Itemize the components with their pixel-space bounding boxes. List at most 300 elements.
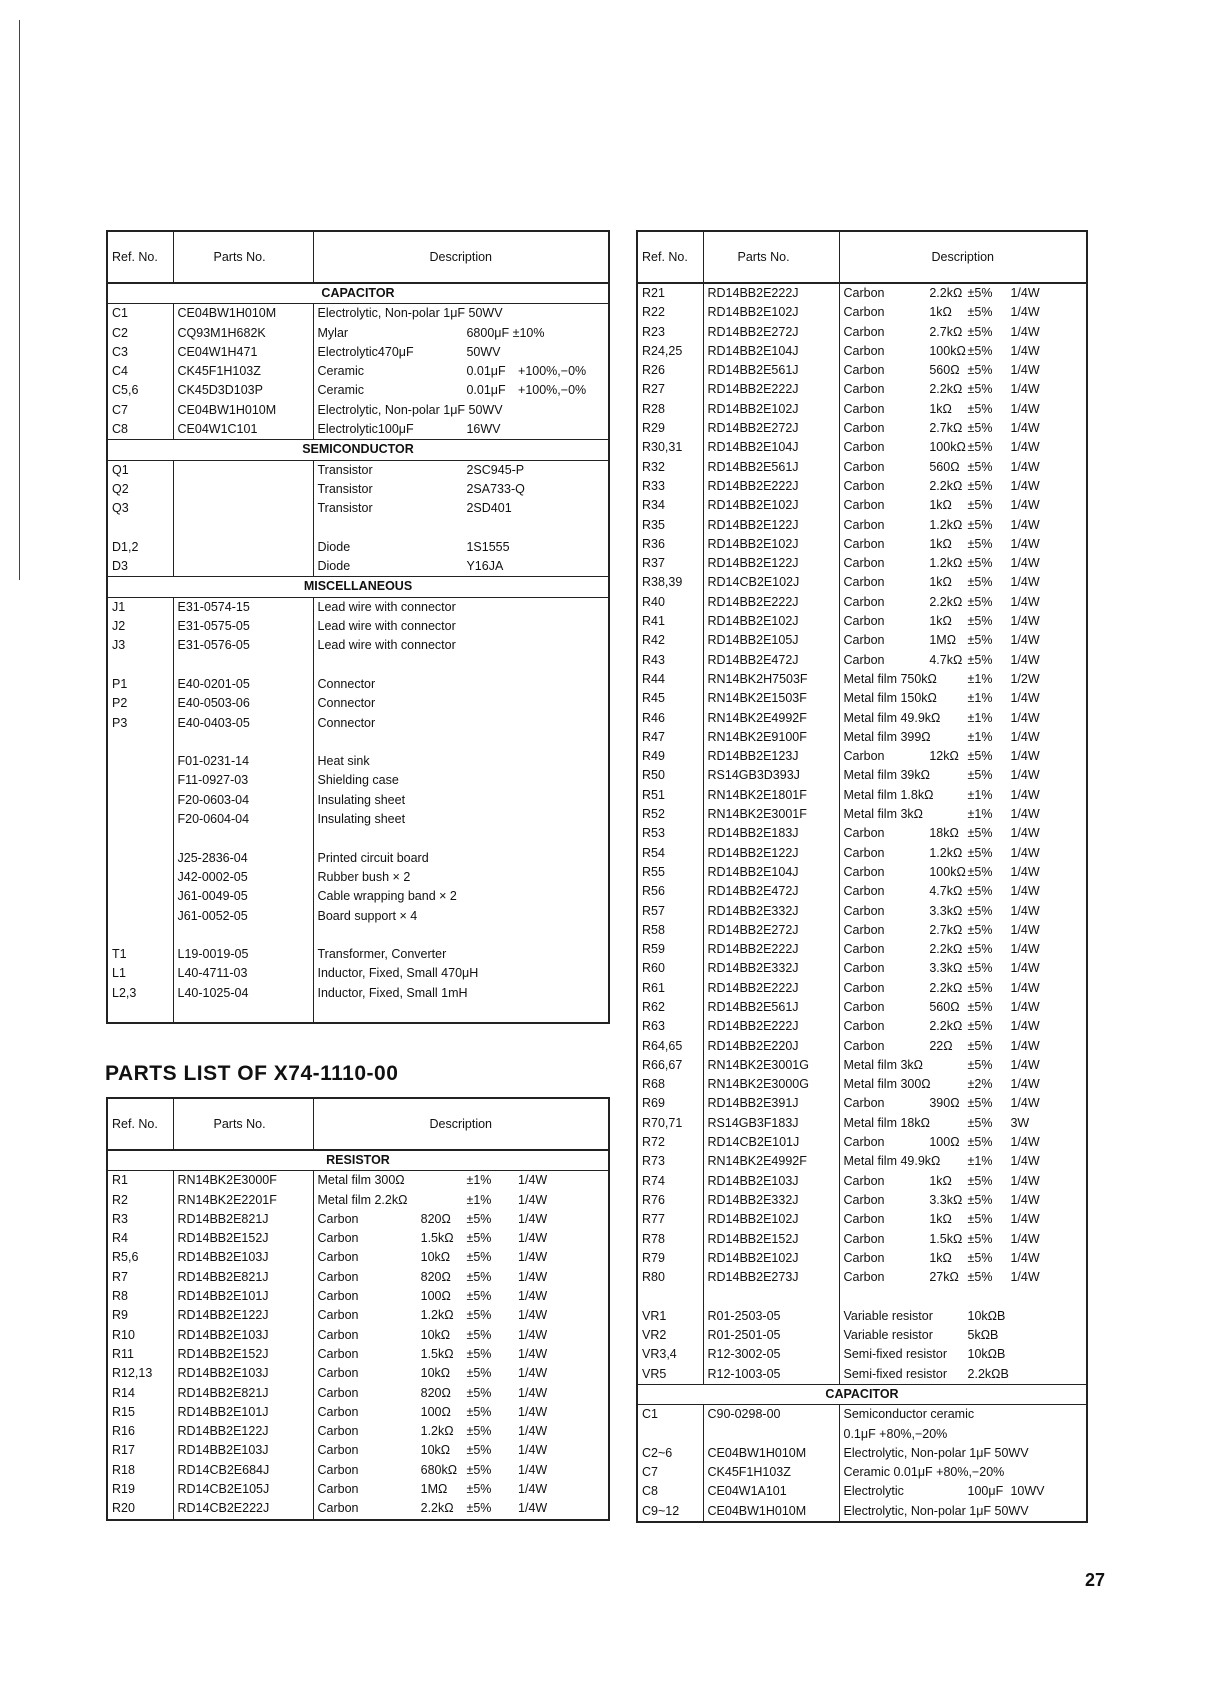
description-field: 1/4W — [518, 1211, 548, 1226]
description-field: Board support × 4 — [317, 908, 418, 923]
description-field: 1/4W — [1010, 710, 1040, 725]
part-no: L40-4711-03 — [173, 964, 313, 983]
table-row — [107, 1171, 609, 1191]
ref-no: R55 — [637, 863, 703, 882]
description-field: 100μF — [967, 1484, 1004, 1499]
description-field: 1/4W — [1010, 324, 1040, 339]
ref-no: R3 — [107, 1210, 173, 1229]
table-row — [107, 1306, 609, 1325]
section-heading-row — [637, 1384, 1087, 1404]
description-field: 1/4W — [1010, 459, 1040, 474]
description-field: 1/4W — [1010, 343, 1040, 358]
ref-no — [107, 849, 173, 868]
part-no: RD14BB2E102J — [703, 400, 839, 419]
table-row — [637, 303, 1087, 322]
description-field: 390Ω — [929, 1096, 960, 1111]
ref-no: R60 — [637, 959, 703, 978]
description-field: 2.2kΩB — [967, 1366, 1009, 1381]
description-field: 2SC945-P — [466, 462, 525, 477]
table-row — [107, 1422, 609, 1441]
description — [839, 1075, 1087, 1094]
description-field: 1/4W — [518, 1501, 548, 1516]
table-row — [637, 998, 1087, 1017]
ref-no: R33 — [637, 477, 703, 496]
part-no: RD14BB2E272J — [703, 323, 839, 342]
description-field: 3W — [1010, 1115, 1030, 1130]
description-field: ±5% — [967, 1173, 993, 1188]
description — [839, 1133, 1087, 1152]
description-field: 12kΩ — [929, 749, 959, 764]
description — [313, 557, 609, 577]
description-field: ±5% — [967, 942, 993, 957]
description — [313, 1403, 609, 1422]
description-field: 1/4W — [518, 1192, 548, 1207]
description — [313, 401, 609, 420]
table-row — [107, 964, 609, 983]
part-no: RD14BB2E273J — [703, 1268, 839, 1287]
part-no: CE04W1C101 — [173, 420, 313, 440]
part-no: R01-2501-05 — [703, 1326, 839, 1345]
description-field: ±5% — [967, 517, 993, 532]
table-row — [637, 882, 1087, 901]
table-header — [107, 1098, 609, 1150]
description-field: Carbon — [317, 1404, 359, 1419]
description-field: Carbon — [843, 594, 885, 609]
description-field: 2.2kΩ — [929, 478, 963, 493]
part-no: RD14BB2E152J — [703, 1230, 839, 1249]
table-row — [637, 1405, 1087, 1425]
description-field: Cable wrapping band × 2 — [317, 889, 457, 904]
description — [839, 863, 1087, 882]
description-field: ±5% — [967, 1096, 993, 1111]
description-field: 2.2kΩ — [929, 286, 963, 300]
description-field: Carbon — [843, 498, 885, 513]
description-field: 1/4W — [1010, 1038, 1040, 1053]
description — [313, 1210, 609, 1229]
description-field: 1/4W — [1010, 980, 1040, 995]
table-row — [107, 984, 609, 1003]
table-row — [637, 1075, 1087, 1094]
part-no: CK45F1H103Z — [703, 1463, 839, 1482]
part-no: RD14BB2E561J — [703, 998, 839, 1017]
description — [313, 1499, 609, 1519]
description — [839, 554, 1087, 573]
part-no: RD14BB2E222J — [703, 593, 839, 612]
description-field: Metal film 399Ω — [843, 729, 931, 744]
description-field: 820Ω — [420, 1211, 451, 1226]
description-field: ±5% — [967, 1057, 993, 1072]
description-field: 1.5kΩ — [420, 1346, 454, 1361]
description — [313, 304, 609, 324]
description — [313, 420, 609, 440]
description-field: ±5% — [967, 382, 993, 397]
description — [313, 597, 609, 617]
description-field: 10kΩ — [420, 1443, 451, 1458]
ref-no: R46 — [637, 709, 703, 728]
part-no: CE04BW1H010M — [703, 1444, 839, 1463]
part-no: F11-0927-03 — [173, 771, 313, 790]
ref-no: R77 — [637, 1210, 703, 1229]
description-field: Carbon — [843, 478, 885, 493]
description — [839, 342, 1087, 361]
description — [839, 361, 1087, 380]
ref-no: C9~12 — [637, 1502, 703, 1522]
ref-no: R27 — [637, 380, 703, 399]
description — [839, 1326, 1087, 1345]
ref-no: R63 — [637, 1017, 703, 1036]
table-row — [107, 791, 609, 810]
ref-no: R78 — [637, 1230, 703, 1249]
description-field: ±5% — [466, 1462, 492, 1477]
table-row — [637, 805, 1087, 824]
ref-no: R49 — [637, 747, 703, 766]
part-no: RD14BB2E123J — [703, 747, 839, 766]
empty-cell — [313, 519, 609, 538]
description-field: ±5% — [967, 1250, 993, 1265]
description-field: 10kΩ — [420, 1250, 451, 1265]
description-field: Carbon — [843, 459, 885, 474]
description-field: Shielding case — [317, 773, 399, 788]
description-field: Carbon — [843, 826, 885, 841]
table-row — [107, 381, 609, 400]
description-field: Carbon — [843, 517, 885, 532]
part-no — [703, 1425, 839, 1444]
description-field: Carbon — [843, 343, 885, 358]
description-field: Carbon — [317, 1346, 359, 1361]
description-field: ±5% — [967, 1212, 993, 1227]
description-field: Connector — [317, 676, 376, 691]
description-field: 1/4W — [1010, 787, 1040, 802]
table-row — [637, 438, 1087, 457]
description-field: 1/4W — [1010, 691, 1040, 706]
description-field: 560Ω — [929, 459, 960, 474]
description-field: Metal film 49.9kΩ — [843, 710, 941, 725]
description-field: 27kΩ — [929, 1270, 959, 1285]
description-field: Transistor — [317, 462, 373, 477]
description-field: 1/4W — [1010, 961, 1040, 976]
description-field: 1/4W — [518, 1269, 548, 1284]
description-field: 0.01μF — [466, 364, 506, 379]
description — [313, 1345, 609, 1364]
part-no: RD14BB2E102J — [703, 535, 839, 554]
table-row — [637, 863, 1087, 882]
description-field: ±5% — [466, 1482, 492, 1497]
ref-no: R43 — [637, 651, 703, 670]
part-no: R01-2503-05 — [703, 1307, 839, 1326]
description-field: 1/4W — [518, 1289, 548, 1304]
description-field: Metal film 3kΩ — [843, 1057, 923, 1072]
description-field: ±5% — [967, 633, 993, 648]
part-no: RN14BK2E2201F — [173, 1191, 313, 1210]
table-row — [637, 1326, 1087, 1345]
description-field: Metal film 150kΩ — [843, 691, 937, 706]
description-field: 1/4W — [518, 1366, 548, 1381]
description-field: 1/4W — [1010, 999, 1040, 1014]
description — [839, 496, 1087, 515]
description-field: Printed circuit board — [317, 850, 429, 865]
ref-no: VR2 — [637, 1326, 703, 1345]
part-no: RD14BB2E122J — [173, 1422, 313, 1441]
description — [313, 343, 609, 362]
table-row — [637, 709, 1087, 728]
description-field: Connector — [317, 696, 376, 711]
description-field: 1/4W — [518, 1404, 548, 1419]
table-row — [107, 1364, 609, 1383]
description — [313, 1441, 609, 1460]
description-field: ±5% — [967, 459, 993, 474]
parts-table-right — [636, 230, 1088, 1523]
table-row — [637, 477, 1087, 496]
table-row — [637, 1056, 1087, 1075]
description-field: 2.7kΩ — [929, 922, 963, 937]
part-no: RD14CB2E101J — [703, 1133, 839, 1152]
description-field: 1MΩ — [929, 633, 957, 648]
part-no: E40-0201-05 — [173, 675, 313, 694]
description-field: 100Ω — [420, 1404, 451, 1419]
table-row — [637, 458, 1087, 477]
part-no: RD14BB2E472J — [703, 651, 839, 670]
description — [313, 887, 609, 906]
description-field: ±5% — [466, 1404, 492, 1419]
table-row — [637, 1345, 1087, 1364]
table-row — [637, 786, 1087, 805]
ref-no: R10 — [107, 1326, 173, 1345]
empty-cell — [637, 1287, 703, 1306]
spacer-row — [107, 829, 609, 848]
table-row — [107, 752, 609, 771]
description-field: 0.01μF — [466, 383, 506, 398]
description-field: 18kΩ — [929, 826, 959, 841]
description-field: 1/4W — [1010, 421, 1040, 436]
part-no: CQ93M1H682K — [173, 324, 313, 343]
description — [839, 419, 1087, 438]
table-row — [637, 940, 1087, 959]
empty-cell — [173, 926, 313, 945]
description-field: ±1% — [967, 691, 993, 706]
description-field: 1kΩ — [929, 401, 952, 416]
ref-no: R58 — [637, 921, 703, 940]
description-field: 1/4W — [1010, 768, 1040, 783]
part-no: RD14BB2E391J — [703, 1094, 839, 1113]
description-field: ±5% — [466, 1424, 492, 1439]
description — [313, 1364, 609, 1383]
description-field: 1/4W — [518, 1385, 548, 1400]
description-field: 1/4W — [1010, 614, 1040, 629]
table-row — [107, 714, 609, 733]
description-field: 1/4W — [1010, 594, 1040, 609]
description — [839, 1425, 1087, 1444]
table-row — [107, 1403, 609, 1422]
ref-no: R54 — [637, 844, 703, 863]
description — [839, 1405, 1087, 1425]
description — [839, 631, 1087, 650]
description-field: Carbon — [317, 1231, 359, 1246]
description — [839, 438, 1087, 457]
table-row — [107, 868, 609, 887]
description-field: 1/4W — [1010, 1192, 1040, 1207]
description-field: Carbon — [843, 305, 885, 320]
description — [313, 907, 609, 926]
description — [313, 1480, 609, 1499]
ref-no: C7 — [637, 1463, 703, 1482]
description-field: Carbon — [843, 421, 885, 436]
description — [313, 1268, 609, 1287]
description-field: Metal film 2.2kΩ — [317, 1192, 408, 1207]
empty-cell — [313, 656, 609, 675]
description-field: 1/4W — [1010, 1077, 1040, 1092]
table-row — [107, 945, 609, 964]
description-field: Electrolytic470μF — [317, 344, 414, 359]
table-row — [637, 1482, 1087, 1501]
part-no — [173, 538, 313, 557]
empty-cell — [313, 1003, 609, 1023]
table-row — [107, 1384, 609, 1403]
description-field: 1.5kΩ — [420, 1231, 454, 1246]
description — [313, 675, 609, 694]
table-row — [637, 1444, 1087, 1463]
description-field: 1/4W — [1010, 1154, 1040, 1169]
description-field: 560Ω — [929, 999, 960, 1014]
part-no: RD14BB2E561J — [703, 361, 839, 380]
part-no: J25-2836-04 — [173, 849, 313, 868]
ref-no — [107, 771, 173, 790]
page-number: 27 — [1085, 1570, 1106, 1590]
ref-no: VR1 — [637, 1307, 703, 1326]
ref-no: R42 — [637, 631, 703, 650]
description-field: ±5% — [967, 980, 993, 995]
table-row — [107, 1191, 609, 1210]
empty-cell — [107, 926, 173, 945]
description-field: 1.2kΩ — [929, 556, 963, 571]
description-field: Transformer, Converter — [317, 947, 447, 962]
description-field: 10kΩ — [420, 1366, 451, 1381]
part-no: RD14BB2E821J — [173, 1210, 313, 1229]
description-field: 100kΩ — [929, 343, 966, 358]
part-no: CE04BW1H010M — [173, 401, 313, 420]
description-field: Carbon — [317, 1289, 359, 1304]
description-field: 2.2kΩ — [929, 1019, 963, 1034]
table-row — [637, 496, 1087, 515]
table-row — [637, 824, 1087, 843]
description-field: Carbon — [843, 1096, 885, 1111]
section-heading: MISCELLANEOUS — [107, 577, 609, 597]
description-field: 3.3kΩ — [929, 903, 963, 918]
description-field: ±5% — [466, 1443, 492, 1458]
ref-no: R45 — [637, 689, 703, 708]
description — [839, 1094, 1087, 1113]
description-field: 10kΩB — [967, 1347, 1006, 1362]
description-field: Y16JA — [466, 559, 504, 574]
ref-no: R23 — [637, 323, 703, 342]
description-field: ±5% — [967, 652, 993, 667]
description-field: 820Ω — [420, 1385, 451, 1400]
description — [839, 1037, 1087, 1056]
ref-no: C5,6 — [107, 381, 173, 400]
part-no: RD14BB2E332J — [703, 959, 839, 978]
table-row — [107, 1480, 609, 1499]
header-description: Description — [313, 231, 609, 283]
description-field: Carbon — [843, 922, 885, 937]
description-field: 1/4W — [1010, 922, 1040, 937]
part-no: RS14GB3F183J — [703, 1114, 839, 1133]
ref-no: R16 — [107, 1422, 173, 1441]
description-field: Semiconductor ceramic — [843, 1407, 975, 1422]
description — [313, 964, 609, 983]
part-no: RD14BB2E272J — [703, 419, 839, 438]
description-field: 0.1μF +80%,−20% — [843, 1426, 948, 1441]
description-field: 1.2kΩ — [929, 517, 963, 532]
description-field: 16WV — [466, 422, 501, 437]
description — [839, 477, 1087, 496]
description-field: 1/4W — [1010, 1019, 1040, 1034]
table-row — [637, 747, 1087, 766]
description — [839, 535, 1087, 554]
table-row — [637, 361, 1087, 380]
description-field: 2SA733-Q — [466, 481, 525, 496]
description-field: Lead wire with connector — [317, 619, 456, 634]
description-field: ±5% — [967, 884, 993, 899]
description — [839, 1210, 1087, 1229]
part-no: RD14BB2E183J — [703, 824, 839, 843]
header-ref: Ref. No. — [107, 231, 173, 283]
description-field: 100Ω — [929, 1135, 960, 1150]
table-row — [107, 675, 609, 694]
description-field: ±5% — [967, 575, 993, 590]
ref-no: R21 — [637, 283, 703, 303]
description — [839, 1017, 1087, 1036]
description-field: Carbon — [843, 614, 885, 629]
description-field: ±5% — [967, 999, 993, 1014]
table-row — [637, 670, 1087, 689]
description-field: 820Ω — [420, 1269, 451, 1284]
ref-no: C3 — [107, 343, 173, 362]
parts-table-left-top — [106, 230, 610, 1024]
description-field: ±5% — [466, 1289, 492, 1304]
part-no: RD14BB2E122J — [173, 1306, 313, 1325]
description-field: ±5% — [967, 1192, 993, 1207]
ref-no: D3 — [107, 557, 173, 577]
description-field: Carbon — [843, 749, 885, 764]
table-row — [637, 689, 1087, 708]
description-field: ±1% — [967, 710, 993, 725]
part-no: RD14CB2E222J — [173, 1499, 313, 1519]
description — [839, 1444, 1087, 1463]
description-field: 1/4W — [1010, 556, 1040, 571]
description — [313, 810, 609, 829]
description-field: ±5% — [466, 1501, 492, 1516]
part-no: RD14BB2E103J — [173, 1364, 313, 1383]
part-no: RD14BB2E122J — [703, 554, 839, 573]
description — [313, 752, 609, 771]
description-field: 3.3kΩ — [929, 961, 963, 976]
part-no: RN14BK2E3000F — [173, 1171, 313, 1191]
description — [839, 728, 1087, 747]
description — [839, 651, 1087, 670]
description-field: ±5% — [967, 498, 993, 513]
description-field: 1.5kΩ — [929, 1231, 963, 1246]
description — [839, 921, 1087, 940]
description — [839, 380, 1087, 399]
description-field: Carbon — [843, 980, 885, 995]
ref-no: C2~6 — [637, 1444, 703, 1463]
description-field: Carbon — [843, 999, 885, 1014]
ref-no: R52 — [637, 805, 703, 824]
description-field: Carbon — [317, 1501, 359, 1516]
ref-no: R59 — [637, 940, 703, 959]
description-field: Ceramic 0.01μF +80%,−20% — [843, 1465, 1005, 1480]
description-field: Transistor — [317, 501, 373, 516]
description-field: ±5% — [967, 343, 993, 358]
